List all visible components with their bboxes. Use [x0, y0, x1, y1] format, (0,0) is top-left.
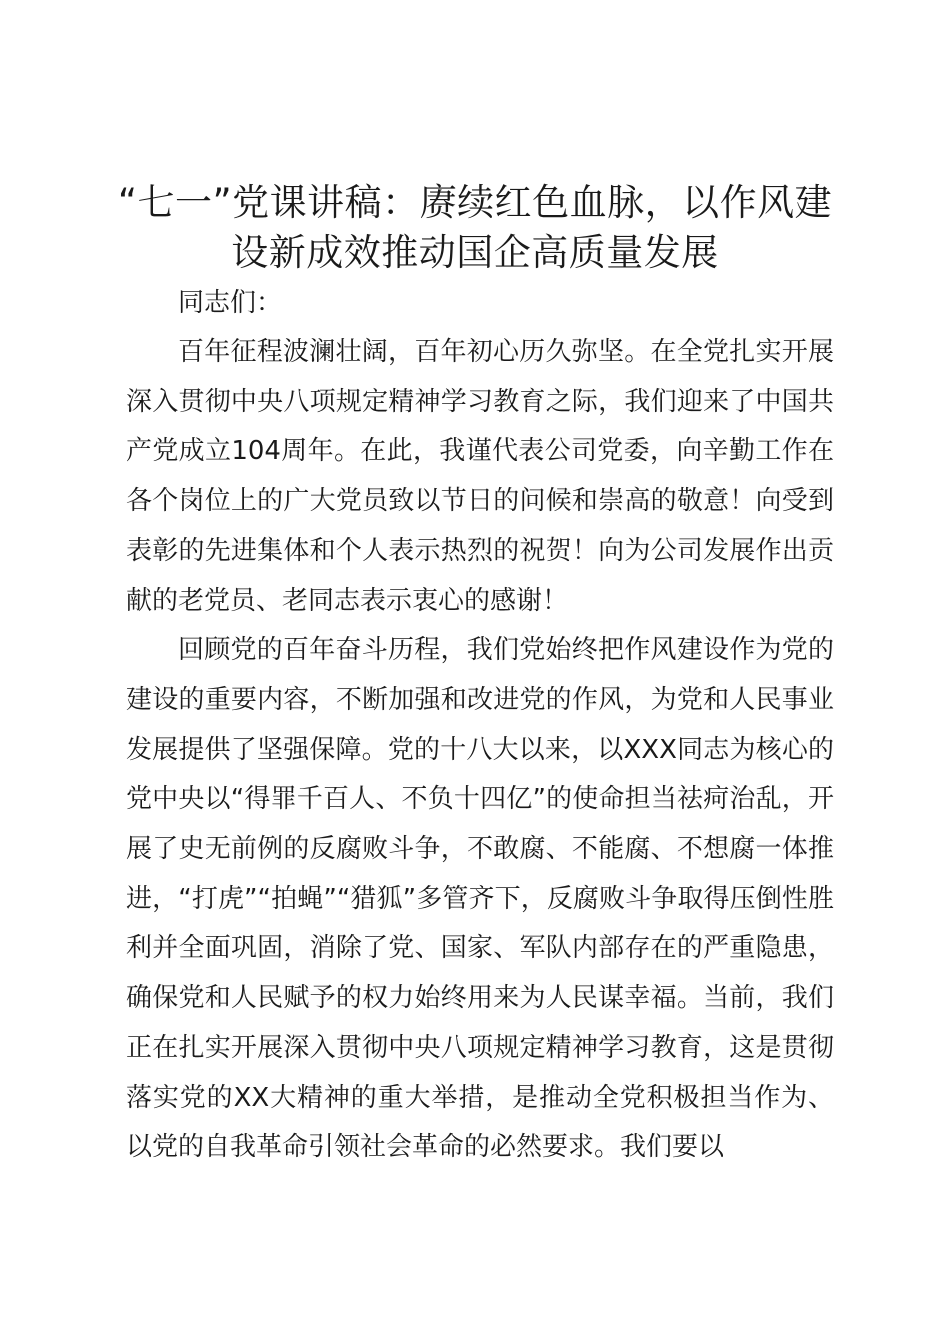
paragraph-2: 回顾党的百年奋斗历程，我们党始终把作风建设作为党的建设的重要内容，不断加强和改进党的作风，为党和人民事业发展提供了坚强保障。党的十八大以来，以XXX同志为核心的党中央以“得罪千百人、不负十四亿”的使命担当祛疴治乱，开展了史无前例的反腐败斗争，不敢腐、不能腐、不想腐一体推进，“打虎”“拍蝇”“猎狐”多管齐下，反腐败斗争取得压倒性胜利并全面巩固，消除了党、国家、军队内部存在的严重隐患，确保党和人民赋予的权力始终用来为人民谋幸福。当前，我们正在扎实开展深入贯彻中央八项规定精神学习教育，这是贯彻落实党的XX大精神的重大举措，是推动全党积极担当作为、以党的自我革命引领社会革命的必然要求。我们要以	[126, 635, 834, 1163]
document-title	[110, 178, 840, 278]
document-body	[126, 278, 834, 1173]
title-line-2: 设新成效推动国企高质量发展	[231, 231, 719, 274]
greeting: 同志们：	[178, 288, 283, 318]
title-line-1: “七一”党课讲稿：赓续红色血脉，以作风建	[117, 181, 833, 224]
paragraph-1: 百年征程波澜壮阔，百年初心历久弥坚。在全党扎实开展深入贯彻中央八项规定精神学习教育之际，我们迎来了中国共产党成立104周年。在此，我谨代表公司党委，向辛勤工作在各个岗位上的广大党员致以节日的问候和崇高的敬意！向受到表彰的先进集体和个人表示热烈的祝贺！向为公司发展作出贡献的老党员、老同志表示衷心的感谢！	[126, 337, 834, 616]
